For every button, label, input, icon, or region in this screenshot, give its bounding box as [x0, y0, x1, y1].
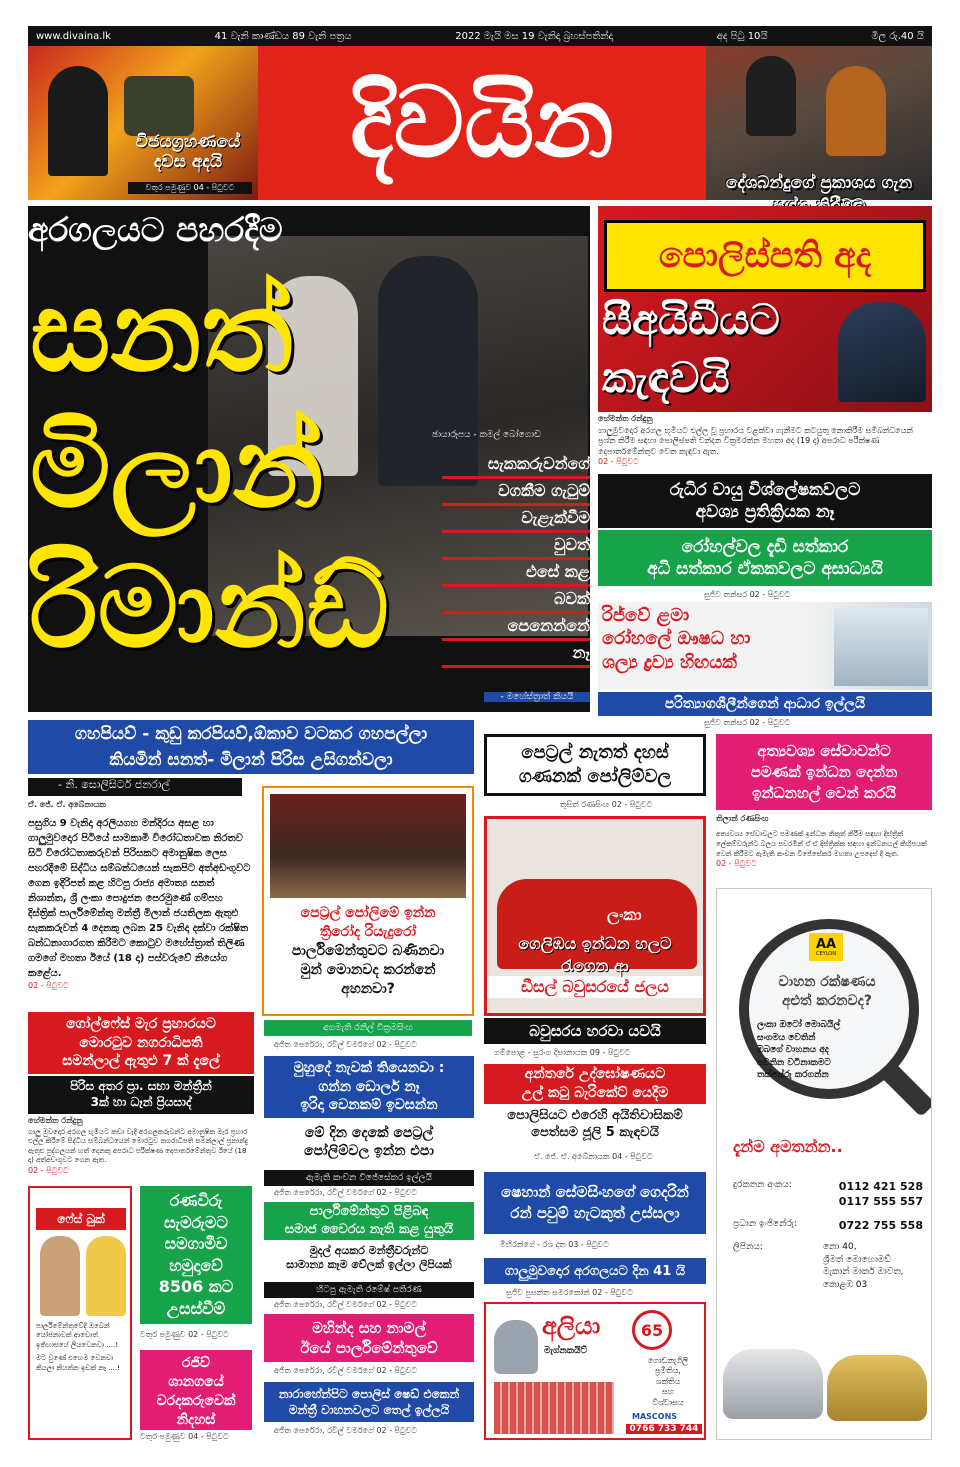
ships-headline[interactable]: මුහුදේ නැවක් තියෙනවා : ගන්න ඩොලර් නෑ ඉරිදා වෙනකම් ඉවසන්න — [264, 1056, 474, 1118]
lead-headline-line-3: රිමාන්ඩ් — [30, 543, 389, 673]
hospital-icu-ref[interactable]: සුජිව තන්සර 02 - පිටුවට — [704, 590, 791, 599]
bowser-ref[interactable]: ගම්පොළ - සුරංග දිසානායක 09 - පිටුවට — [494, 1048, 631, 1057]
ridgeway-story[interactable] — [598, 602, 932, 690]
bowser-story[interactable] — [484, 816, 706, 1016]
essential-services-body: තිලාන් රණසිංහ අත්‍යවශ්‍ය සේවාවලට පමණක් ඉන්ධන නිකුත් කිරීම සඳහා දිස්ත්‍රික් ලේකම්වරුන්ට බලය පවරමින් ඒ ඒ දිස්ත්‍රික්ක සඳහා ඉන්ධනහල් කිහිපයක් වෙන් කිරීමට ඇමැති කංචන විජේසේකර මහතා උපදෙස් දී ඇත. 02 - පිටුවට — [716, 814, 927, 869]
gold-car-image — [827, 1355, 927, 1421]
roofing-sheets-image — [494, 1382, 614, 1434]
police-ref[interactable]: 02 - පිටුවට — [598, 457, 639, 467]
aa-ceylon-advertisement[interactable] — [716, 888, 932, 1440]
right-teaser-headline: දේශබන්දුගේ ප්‍රකාශය ගැන — [725, 173, 913, 194]
ridgeway-headline: රිජ්වේ ළමා රෝහලේ ඖෂධ හා ශල්‍ය ද්‍රව්‍ය හිඟයක් — [602, 605, 751, 673]
rajaya-ref[interactable]: වතුර පමුණුව 04 - පිටුවට — [140, 1432, 229, 1441]
petrol-queue-ref[interactable]: තුසිත් රණසිංහ 02 - පිටුවට — [560, 800, 653, 809]
facebook-text: පාර්ලිමේන්තුවේදී ඔබෙන් යෝජනාවක් ආවොත් ඉතිහාසයේ ලියවෙනවා ....! මට වුණේ එහෙම වෙනවා කියලා කියන්න ඉඩක් නෑ ....! — [36, 1322, 120, 1372]
parliament-story[interactable] — [262, 786, 474, 1016]
society-sub: මුදල් අයකර මන්ත්‍රීවරුන්ට සාමාන්‍ය කෑම වේලක් ඉල්ලා ලිපියක් — [286, 1244, 452, 1272]
police-chief-portrait — [838, 302, 926, 402]
police-headline-line-2: සීඅයිඩීයට — [602, 295, 780, 344]
golfes-headline[interactable]: ගෝල්ෆේස් මැර ප්‍රහාරයට මොරටුව නගරාධිපති සමන්ලාල් ඇතුළු 7 ක් දැලේ — [28, 1012, 254, 1074]
parliament-source: අගමැති රනිල් වික්‍රමසිංහ — [264, 1020, 472, 1036]
aa-cta: දැන්ම අමතන්න.. — [733, 1137, 843, 1156]
ridgeway-sub: පරිත්‍යාගශීලීන්ගෙන් ආධාර ඉල්ලයි — [598, 692, 932, 716]
aliya-brand-sub: මැග්නකයිට් — [544, 1346, 587, 1356]
shehan-headline[interactable]: ෂෙහාන් සේමසිංහගේ ගෙදරින් රන් පවුම් හැටකුත් උස්සලා — [484, 1172, 706, 1234]
white-car-image — [723, 1349, 823, 1419]
facebook-title: ෆේස් බුක් — [36, 1208, 126, 1230]
lead-sidebar-source: - මහේස්ත්‍රාත් කියයි — [484, 692, 590, 702]
aliya-phone[interactable]: 0766 733 744 — [626, 1424, 702, 1434]
page-count: අද පිටු 10යි — [716, 30, 768, 42]
police-headline-line-3: කැඳවයි — [602, 353, 730, 402]
hospital-building-image — [834, 608, 928, 686]
petrol-queue-headline[interactable]: පෙට්‍රල් නැතත් දහස් ගණනක් පෝලිම්වල — [484, 734, 706, 796]
lead-headline-line-2: මිලාන් — [30, 403, 324, 533]
bowser-headline: ගෙලිඹය ඉන්ධන හලට රැගෙන ආ ඩීසල් බවුසරයේ ජලය — [487, 933, 703, 998]
gahapiyavi-text: පසුගිය 9 වැනිදා අරලියගහ මන්දිරය අසළ හා ගාලුමුවදොර පිටියේ සාමකාමී විරෝධතාවක නිරතව සිටි විරෝධතාකරුවන් පිරිසකට අමානුෂික ලෙස පහරදීමේ සිද්ධිය සම්බන්ධයෙන් සැකපිට අත්අඩංගුවට ගෙන ඉදිරිපත් කළ හිටපු රාජ්‍ය අමාත්‍ය සනත් නිශාන්ත, ශ්‍රී ලංකා පොදුජන පෙරමුණේ ගම්පහ දිස්ත්‍රික් පාර්ලිමේන්තු මන්ත්‍රී මිලාන් ජයතිලක ඇතුළු සැකකරුවන් 4 දෙනකු ලබන 25 වැනිදා දක්වා රක්ෂිත බන්ධනාගාරගත කිරීමට කොටුව මහේස්ත්‍රාත් තිලිණ ගමගේ මහතා ඊයේ (18 දා) පස්වරුවේ නියෝග කළේය. — [28, 818, 251, 979]
ranaviru-box[interactable]: රණවිරු සැමරුමට සමගාමීව හමුදාවේ 8506 කට උසස්වීම් — [140, 1186, 252, 1324]
issue-date: 2022 මැයි මස 19 වැනිදා බ්‍රහස්පතින්දා — [455, 30, 614, 42]
hospital-icu-line-1: රෝහල්වල දැඩි සත්කාර — [681, 536, 849, 557]
bowser-lorry-text: ලංකා — [607, 905, 642, 924]
society-headline[interactable]: පාර්ලිමේන්තුව පිළිබඳ සමාජ වෛරය නැති කළ යුතුයි — [264, 1202, 474, 1240]
golfes-body: හේමන්ත රන්දුනු ගාලු මුවදොර අරගල භූමියට කඩා වැදී අරගලකරුවන්ට අමානුෂික මැර ප්‍රහාර එල්ල කිරීමේ සිද්ධිය සම්බන්ධයෙන් මොරටුව නගරාධිපති සමන්ලාල් ප්‍රනාන්දු ඇතුළු පුද්ගලයන් හත් දෙනකු අපරාධ පරීක්ෂණ දෙපාර්තමේන්තුව ඊයේ (18 දා) අත්අඩංගුවට ගෙන ඇත. 02 - පිටුවට — [28, 1116, 248, 1175]
parliament-ref[interactable]: අජිත පෙරේරා, රවිල් වර්මගේ 02 - පිටුවට — [274, 1040, 418, 1049]
gahapiyavi-body — [28, 800, 254, 991]
hospital-icu-line-2: අධි සත්කාර ඒකකවලට අසාධ්‍යයි — [647, 559, 883, 579]
victory-day-ref: වතුර පමුණුව 04 - පිටුවට — [128, 182, 252, 194]
gahapiyavi-source: - නි. සොලිසිටර් ජනරාල් — [28, 778, 242, 796]
aa-address: නො 40, ශ්‍රීමත් මොහොමඩ් මැකාන් මාකර් මාවත, කොළඹ 03 — [823, 1242, 904, 1290]
masthead — [258, 46, 706, 200]
parliament-chamber-image — [270, 794, 466, 898]
police-byline: හේමන්ත රන්දුනු — [598, 414, 653, 423]
parliament-headline: පෙට්‍රල් පෝලිමේ ඉන්න ත්‍රිරෝද රියැදුරෝ පාර්ලිමේන්තුවට බණිනවා මුන් මොනවද කරන්නේ අහනවා? — [291, 905, 445, 997]
victory-day-headline: විජයග්‍රහණයේ දවස අදයි — [135, 132, 241, 173]
aa-engineer-phone[interactable]: 0722 755 558 — [838, 1218, 923, 1232]
essential-services-headline[interactable]: අත්‍යවශ්‍ය සේවාවන්ට පමණක් ඉන්ධන දෙන්න ඉන්ධනහල් වෙන් කරයි — [716, 734, 932, 810]
aliya-maker: MASCONS — [632, 1412, 678, 1421]
aa-logo: AA CEYLON — [809, 933, 843, 961]
police-story-body — [598, 414, 932, 467]
price: මිල රු.40 යි — [871, 30, 924, 42]
lead-kicker: අරගලයට පහරදීම — [28, 210, 283, 249]
lead-photo-credit: ඡායාරූපය - කමල් බෝගොඩ — [432, 430, 541, 440]
protest-barricade-sub: පොලිසියට එරෙහි අයිතිවාසිකම් පෙත්සම ජූලි 5 කැඳවයි — [507, 1108, 683, 1140]
aa-contact-block: දුරකතන අංකය: 0112 421 528 0117 555 557 ප්‍රධාන ඉංජිනේරු: 0722 755 558 ලිපිනය: නො 40, ශ්‍රීමත් මොහොමඩ් මැකාන් මාකර් මාවත, කොළඹ 03 — [733, 1180, 923, 1290]
aa-body: ලංකා ඔටෝ මොබයිල් සංගමය වෙතින් ඔබගේ වාහනය අද පවතින වටිනාකමට තක්සේරු කරගන්න — [757, 1020, 841, 1081]
police-chief-story[interactable] — [598, 206, 932, 412]
ships-sub: මේ දින දෙකේ පෙට්‍රල් පෝලිම්වල ඉන්න එපා — [304, 1125, 434, 1160]
newspaper-title: දිවයින — [349, 65, 614, 180]
aa-phone-1[interactable]: 0112 421 528 — [838, 1180, 923, 1193]
blood-gas-line-1: රුධිර වායු විශ්ලේෂකවලට — [669, 479, 861, 500]
bowser-sub: බවුසරය හරවා යවයි — [484, 1018, 706, 1044]
volume-info: 41 වැනි කාණ්ඩය 89 වැනි පත්‍රය — [214, 30, 352, 42]
gahapiyavi-ref[interactable]: 02 - පිටුවට — [28, 981, 69, 990]
website-url[interactable]: www.divaina.lk — [36, 30, 111, 42]
lead-sidebar-quote: සැකකරුවන්ගේ වගකීම ගැටුම් වැළැක්වීම වුවත් එසේ කළ බවක් පෙනෙන්නේ නෑ — [442, 452, 590, 668]
blood-gas-line-2: අවශ්‍ය ප්‍රතික්‍රියක නෑ — [695, 502, 835, 522]
golfes-sub: පිරිස අතර ප්‍රා. සභා මන්ත්‍රීන් 3ක් හා ධෑන් ප්‍රියසාද් — [28, 1076, 254, 1114]
protest-barricade-headline[interactable]: අන්තරේ උද්ඝෝෂණයට උල් කටු බැරිකේට් යෙදීම — [484, 1064, 706, 1104]
ships-source: ඇමැති කංචන විජේසේකර ඉල්ලයි — [264, 1170, 474, 1186]
cartoon-figure-2 — [86, 1236, 126, 1316]
aliya-brand: අලියා — [542, 1312, 601, 1340]
cartoon-figure-1 — [40, 1236, 80, 1316]
ships-ref[interactable]: අජිත පෙරේරා, රවිල් වර්මගේ 02 - පිටුවට — [274, 1188, 418, 1197]
protester-image — [746, 56, 796, 136]
society-source: හිටපු ඇමැති රමේෂ් පතිරණ — [264, 1282, 474, 1298]
narahenpita-headline[interactable]: නාරාහේන්පිට පොලිස් ෂෙඩ් එකෙන් මන්ත්‍රී වාහනවලට තෙල් ඉල්ලයි — [264, 1382, 474, 1422]
monk-image — [826, 66, 886, 156]
shehan-ref[interactable]: මිහිරන්ගේ - රශ දත 03 - පිටුවට — [500, 1240, 610, 1249]
top-info-bar — [28, 26, 932, 46]
aa-question: වාහන රක්ෂණය අළුත් කරනවද? — [778, 974, 876, 1009]
facebook-cartoon[interactable] — [28, 1186, 132, 1440]
ranaviru-ref[interactable]: වතුර පමුණුව 02 - පිටුවට — [140, 1330, 229, 1339]
aliya-advertisement[interactable] — [484, 1302, 706, 1440]
lead-story[interactable] — [28, 206, 590, 712]
hospital-icu-headline[interactable] — [598, 530, 932, 586]
gahapiyavi-byline: ඒ. ජේ. ඒ. අබේනායක — [28, 800, 106, 809]
aliya-slogan: ගොඩනැගිලි ප්‍රමිතිය, ශක්තිය සහ විශ්වාසය — [647, 1356, 689, 1407]
narahenpita-ref[interactable]: අජිත පෙරේරා, රවිල් වර්මගේ 02 - පිටුවට — [274, 1426, 418, 1435]
victory-day-teaser[interactable] — [28, 46, 258, 200]
protest-barricade-ref[interactable]: ඒ. ජේ. ඒ. අබේනායක 04 - පිටුවට — [534, 1152, 653, 1161]
police-body-text: ගාලුමුවදොර අරගල භූමියට එල්ල වූ ප්‍රහාරය වළක්වා ගැනීමට කටයුතු නොකිරීම සම්බන්ධයෙන් ප්‍රශ්න කිරීම සඳහා පොලිස්පති චන්දන වික්‍රමරත්න මහතා අද (19 දා) අපරාධ පරීක්ෂණ දෙපාර්තමේන්තුව වෙත කැඳවා ඇත. — [598, 426, 913, 456]
blood-gas-headline[interactable] — [598, 474, 932, 528]
mahinda-headline[interactable]: මහින්ද සහ නාමල් ඊයේ පාර්ලිමේන්තුවේ — [264, 1314, 474, 1362]
soldier-silhouette-image — [48, 66, 108, 176]
lead-headline-line-1: සනත් — [30, 267, 293, 397]
elephant-icon — [494, 1320, 538, 1374]
soldiers-image — [124, 76, 194, 136]
ridgeway-ref[interactable]: සුජිව තන්සර 02 - පිටුවට — [704, 718, 791, 727]
mahinda-ref[interactable]: අජිත පෙරේරා, රවිල් වර්මගේ 02 - පිටුවට — [274, 1366, 418, 1375]
aliya-years-badge: 65 — [632, 1310, 672, 1350]
galle-face-headline[interactable]: ගාලුමුවදොර අරගලයට දින 41 යි — [484, 1258, 706, 1284]
gahapiyavi-headline[interactable]: ගහපියව් - කුඩු කරපියව්,ඕකාව වටකර ගහපල්ලා කියමින් සනත්- මිලාන් පිරිස උසිගන්වලා — [28, 720, 474, 774]
galle-face-ref[interactable]: සුජිව පුසන්ත සමරකෝන් 02 - පිටුවට — [506, 1288, 633, 1297]
society-ref[interactable]: අජිත පෙරේරා, රවිල් වර්මගේ 02 - පිටුවට — [274, 1300, 418, 1309]
rajaya-box[interactable]: රජිව් ශානගයේ වරදකරුවෙක් නිදහස් — [140, 1350, 252, 1430]
police-headline-line-1: පොලිස්පති අද — [658, 236, 872, 276]
aa-phone-2[interactable]: 0117 555 557 — [838, 1195, 923, 1209]
